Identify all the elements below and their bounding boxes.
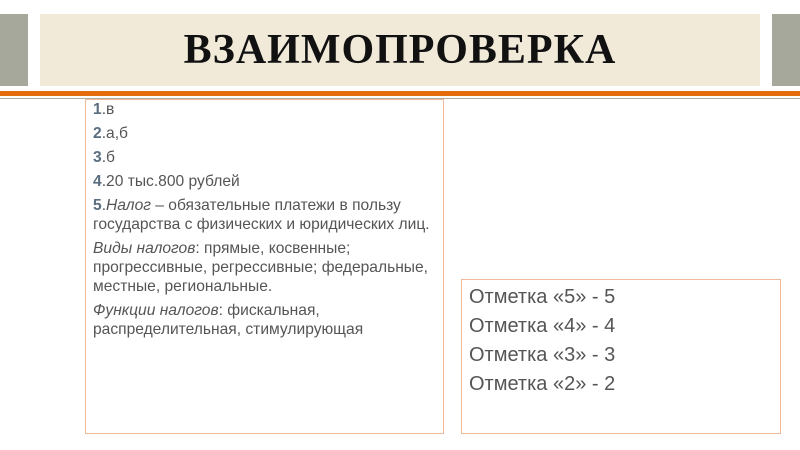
grade-line: Отметка «5» - 5 (469, 286, 616, 308)
answer-2 (93, 124, 443, 143)
tax-types-term: Виды налогов (93, 240, 196, 257)
answer-number: 2 (93, 125, 102, 142)
grading-box (461, 279, 781, 434)
answer-1 (93, 100, 443, 119)
answer-dot: . (101, 197, 107, 214)
answer-5 (93, 196, 443, 234)
slide-title: ВЗАИМОПРОВЕРКА (183, 27, 617, 73)
answer-term: Налог (106, 197, 151, 214)
grade-line: Отметка «4» - 4 (469, 315, 616, 337)
answer-number: 3 (93, 149, 102, 166)
title-band (40, 14, 760, 86)
answer-text: .20 тыс.800 рублей (101, 173, 240, 190)
grade-line: Отметка «2» - 2 (469, 373, 616, 395)
right-side-bar (772, 14, 800, 86)
answers-box (85, 99, 444, 434)
grade-line: Отметка «3» - 3 (469, 344, 616, 366)
answer-text: – обязательные платежи в пользу государства с физических и юридических лиц. (93, 197, 430, 233)
answer-text: .б (101, 149, 115, 166)
left-side-bar (0, 14, 28, 86)
answer-number: 1 (93, 101, 102, 118)
tax-functions-term: Функции налогов (93, 302, 219, 319)
accent-divider (0, 91, 800, 96)
answer-3 (93, 148, 443, 167)
tax-functions (93, 301, 443, 339)
answer-number: 4 (93, 173, 102, 190)
answer-number: 5 (93, 197, 102, 214)
tax-types (93, 239, 443, 296)
tax-functions-text: : фискальная, распределительная, стимулирующая (93, 302, 364, 338)
answer-text: .в (101, 101, 115, 118)
answer-4 (93, 172, 443, 191)
tax-types-text: : прямые, косвенные; прогрессивные, регрессивные; федеральные, местные, региональные. (93, 240, 429, 295)
answer-text: .а,б (101, 125, 128, 142)
